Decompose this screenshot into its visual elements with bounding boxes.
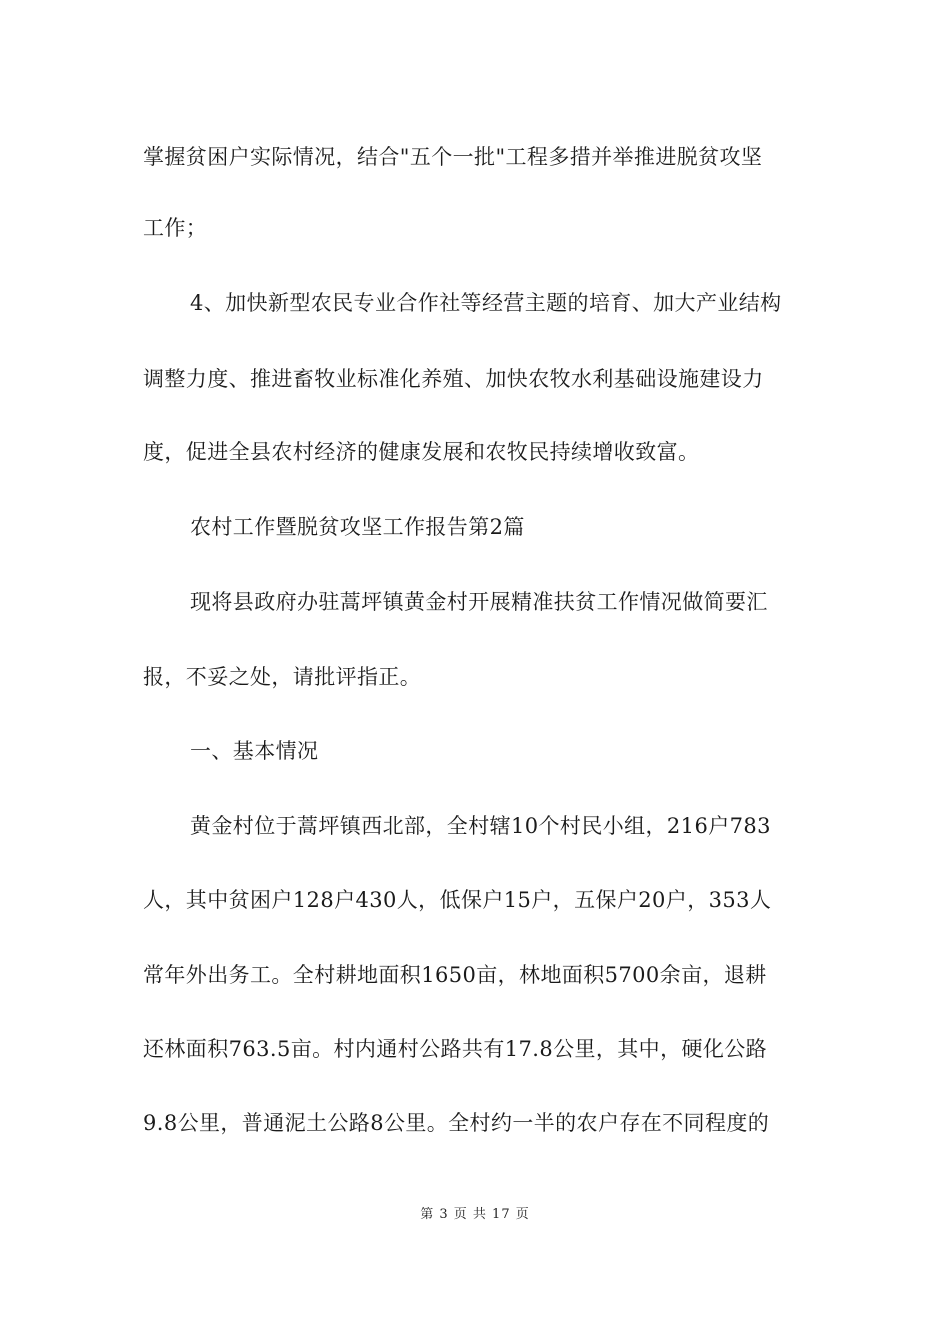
section-heading: 一、基本情况 [190, 739, 319, 763]
paragraph-line: 9.8公里，普通泥土公路8公里。全村约一半的农户存在不同程度的 [143, 1111, 770, 1135]
paragraph-line: 度，促进全县农村经济的健康发展和农牧民持续增收致富。 [143, 440, 700, 464]
paragraph-line: 工作； [143, 216, 208, 240]
paragraph-line: 常年外出务工。全村耕地面积1650亩，林地面积5700余亩，退耕 [143, 963, 767, 987]
paragraph-line: 调整力度、推进畜牧业标准化养殖、加快农牧水利基础设施建设力 [143, 367, 764, 391]
paragraph-line: 报，不妥之处，请批评指正。 [143, 665, 422, 689]
paragraph-line: 现将县政府办驻蒿坪镇黄金村开展精准扶贫工作情况做简要汇 [190, 590, 768, 614]
paragraph-line: 人，其中贫困户128户430人，低保户15户，五保户20户，353人 [143, 888, 772, 912]
paragraph-line: 4、加快新型农民专业合作社等经营主题的培育、加大产业结构 [190, 291, 782, 315]
paragraph-line: 还林面积763.5亩。村内通村公路共有17.8公里，其中，硬化公路 [143, 1037, 768, 1061]
paragraph-line: 掌握贫困户实际情况，结合"五个一批"工程多措并举推进脱贫攻坚 [143, 145, 763, 169]
page-number-footer: 第 3 页 共 17 页 [420, 1207, 530, 1222]
section-heading: 农村工作暨脱贫攻坚工作报告第2篇 [190, 515, 525, 539]
paragraph-line: 黄金村位于蒿坪镇西北部，全村辖10个村民小组，216户783 [190, 814, 771, 838]
